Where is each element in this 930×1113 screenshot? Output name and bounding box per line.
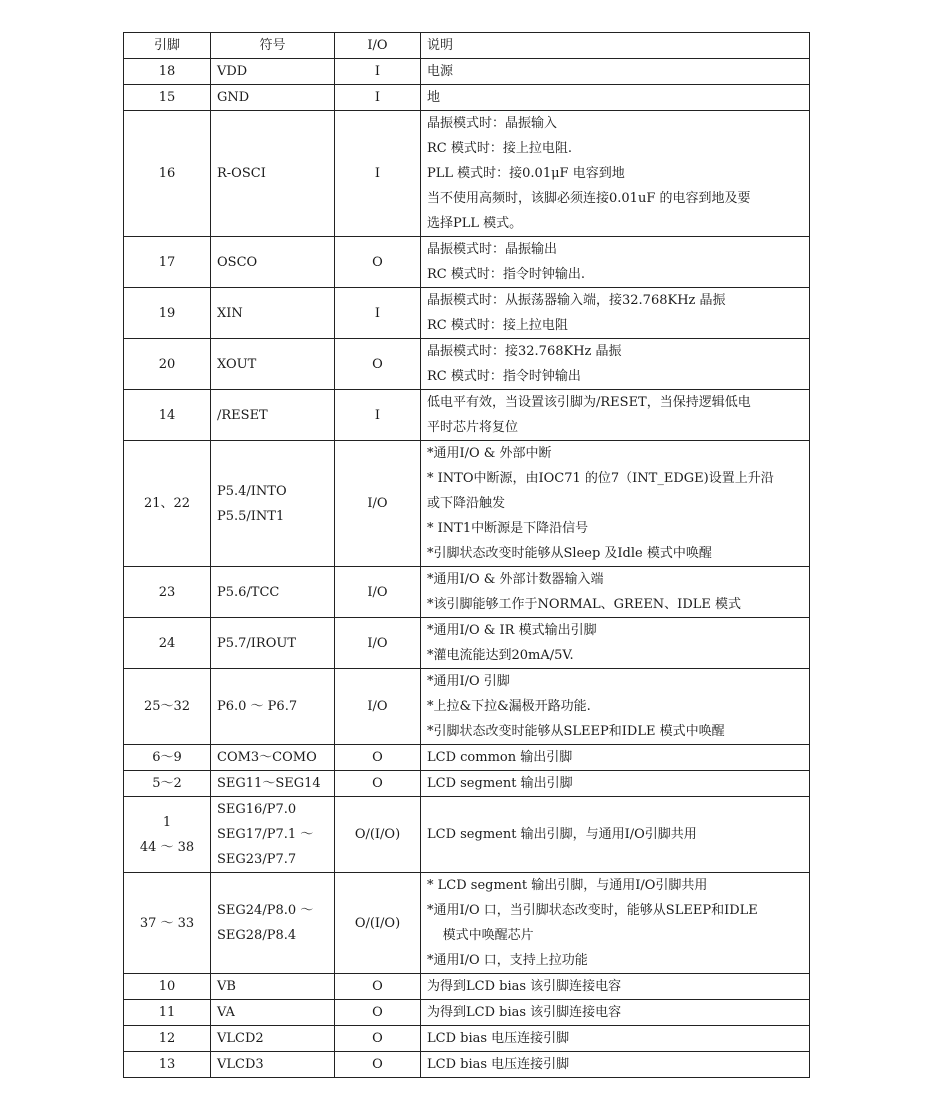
pin-number-cell-line: 11 [158,1005,176,1020]
pin-number-cell-line: 15 [158,90,176,105]
pin-number-cell-line: 13 [158,1057,176,1072]
table-row [124,339,810,390]
table-row [124,441,810,567]
header-io: I/O [335,33,421,59]
header-symbol: 符号 [211,33,335,59]
symbol-cell [211,59,335,85]
pin-number-cell [124,288,211,339]
pin-number-cell [124,974,211,1000]
description-cell [421,339,810,390]
description-cell-line: *通用I/O 引脚 [427,674,510,689]
header-description: 说明 [421,33,810,59]
table-row [124,618,810,669]
symbol-cell-line: VDD [217,64,248,79]
description-cell-line: 为得到LCD bias 该引脚连接电容 [427,979,622,994]
pin-number-cell-line: 12 [158,1031,176,1046]
description-cell-line: 晶振模式时：从振荡器输入端，接32.768KHz 晶振 [427,293,726,308]
description-cell [421,441,810,567]
table-row [124,59,810,85]
symbol-cell-line: GND [217,90,250,105]
description-cell-line: *上拉&下拉&漏极开路功能. [427,699,591,714]
symbol-cell-line: P5.5/INT1 [217,508,285,524]
table-row [124,974,810,1000]
io-type-cell: O [335,339,421,390]
pin-number-cell [124,85,211,111]
symbol-cell [211,745,335,771]
description-cell-line: *引脚状态改变时能够从SLEEP和IDLE 模式中唤醒 [427,724,725,739]
symbol-cell-line: XOUT [217,356,257,372]
description-cell-line: PLL 模式时：接0.01μF 电容到地 [427,166,625,181]
symbol-cell-line: SEG28/P8.4 [217,928,297,943]
description-cell-line: 为得到LCD bias 该引脚连接电容 [427,1005,622,1020]
symbol-cell [211,237,335,288]
description-cell [421,567,810,618]
table-header-row [124,33,810,59]
description-cell [421,1026,810,1052]
description-cell-line: 当不使用高频时，该脚必须连接0.01uF 的电容到地及要 [427,191,751,206]
symbol-cell [211,974,335,1000]
io-type-cell: O [335,1000,421,1026]
symbol-cell [211,85,335,111]
io-type-cell: I [335,59,421,85]
symbol-cell-line: P6.0 ～ P6.7 [217,699,298,714]
table-row [124,1026,810,1052]
symbol-cell [211,288,335,339]
pin-number-cell-line: 24 [158,635,176,651]
symbol-cell [211,390,335,441]
description-cell [421,873,810,974]
pin-number-cell [124,873,211,974]
description-cell-line: RC 模式时：接上拉电阻. [427,141,572,156]
io-type-cell: I [335,390,421,441]
pin-number-cell [124,59,211,85]
table-row [124,390,810,441]
io-type-cell: I/O [335,567,421,618]
table-row [124,745,810,771]
io-type-cell: O [335,1052,421,1078]
description-cell-line: 电源 [427,64,454,79]
symbol-cell-line: SEG16/P7.0 [217,802,297,817]
description-cell-line: LCD bias 电压连接引脚 [427,1031,570,1046]
description-cell [421,771,810,797]
pin-number-cell-line: 10 [158,979,176,994]
table-row [124,669,810,745]
description-cell [421,390,810,441]
io-type-cell: I/O [335,618,421,669]
symbol-cell [211,111,335,237]
symbol-cell-line: SEG11～SEG14 [217,776,321,791]
description-cell-line: 低电平有效，当设置该引脚为/RESET，当保持逻辑低电 [427,395,751,410]
symbol-cell-line: SEG24/P8.0 ～ [217,903,314,918]
table-row [124,873,810,974]
description-cell-line: 或下降沿触发 [427,496,506,511]
io-type-cell: I/O [335,441,421,567]
symbol-cell-line: COM3～COMO [217,750,317,765]
description-cell-line: * INT1中断源是下降沿信号 [427,521,589,536]
description-cell-line: *引脚状态改变时能够从Sleep 及Idle 模式中唤醒 [427,546,712,561]
symbol-cell [211,797,335,873]
io-type-cell: I [335,288,421,339]
pin-number-cell [124,339,211,390]
io-type-cell: I [335,111,421,237]
pin-number-cell-line: 5～2 [152,776,182,791]
description-cell-line: LCD common 输出引脚 [427,750,573,765]
io-type-cell: O [335,237,421,288]
symbol-cell [211,618,335,669]
description-cell [421,797,810,873]
pin-number-cell-line: 20 [158,356,176,372]
symbol-cell-line: SEG23/P7.7 [217,852,297,867]
io-type-cell: O/(I/O) [335,873,421,974]
symbol-cell-line: XIN [217,305,243,321]
description-cell-line: 模式中唤醒芯片 [442,928,534,943]
description-cell-line: *该引脚能够工作于NORMAL、GREEN、IDLE 模式 [427,597,741,612]
symbol-cell [211,441,335,567]
pin-number-cell [124,441,211,567]
symbol-cell-line: VA [217,1005,235,1020]
io-type-cell: O/(I/O) [335,797,421,873]
pin-number-cell-line: 19 [158,305,176,321]
description-cell [421,85,810,111]
pin-number-cell [124,111,211,237]
pin-number-cell [124,797,211,873]
symbol-cell-line: OSCO [217,254,258,270]
io-type-cell: I [335,85,421,111]
table-row [124,797,810,873]
pin-number-cell [124,745,211,771]
symbol-cell-line: P5.6/TCC [217,584,280,600]
description-cell [421,237,810,288]
pin-number-cell [124,390,211,441]
description-cell-line: 晶振模式时：晶振输出 [427,242,558,257]
symbol-cell [211,771,335,797]
pin-number-cell-line: 17 [158,254,176,270]
io-type-cell: I/O [335,669,421,745]
symbol-cell-line: VLCD3 [217,1057,264,1072]
io-type-cell: O [335,745,421,771]
description-cell-line: RC 模式时：指令时钟输出. [427,267,585,282]
description-cell-line: RC 模式时：接上拉电阻 [427,318,568,333]
description-cell-line: * INTO中断源，由IOC71 的位7（INT_EDGE)设置上升沿 [427,471,774,486]
description-cell-line: RC 模式时：指令时钟输出 [427,369,581,384]
table-row [124,1052,810,1078]
table-row [124,1000,810,1026]
io-type-cell: O [335,771,421,797]
description-cell-line: 地 [427,90,441,105]
pin-number-cell [124,567,211,618]
io-type-cell: O [335,974,421,1000]
pin-number-cell-line: 1 [162,814,172,830]
pin-number-cell-line: 37 ～ 33 [139,915,195,931]
description-cell-line: *灌电流能达到20mA/5V. [427,648,574,663]
pin-number-cell-line: 21、22 [143,496,191,511]
symbol-cell [211,1000,335,1026]
description-cell-line: 晶振模式时：晶振输入 [427,116,558,131]
description-cell-line: *通用I/O 口，支持上拉功能 [427,953,588,968]
pin-number-cell [124,1052,211,1078]
description-cell [421,974,810,1000]
pin-number-cell-line: 6～9 [152,750,182,765]
description-cell [421,288,810,339]
table-row [124,237,810,288]
description-cell [421,1000,810,1026]
pin-number-cell [124,237,211,288]
symbol-cell [211,567,335,618]
description-cell-line: *通用I/O & IR 模式输出引脚 [427,623,597,638]
symbol-cell [211,1052,335,1078]
table-row [124,85,810,111]
symbol-cell-line: P5.7/IROUT [217,635,297,651]
description-cell [421,111,810,237]
description-cell [421,669,810,745]
pin-number-cell-line: 14 [158,407,176,423]
symbol-cell [211,873,335,974]
symbol-cell [211,339,335,390]
description-cell-line: 晶振模式时：接32.768KHz 晶振 [427,344,622,359]
description-cell [421,618,810,669]
pin-number-cell [124,618,211,669]
symbol-cell-line: SEG17/P7.1 ～ [217,827,314,842]
pin-number-cell-line: 44 ～ 38 [139,839,195,855]
symbol-cell [211,669,335,745]
io-type-cell: O [335,1026,421,1052]
symbol-cell [211,1026,335,1052]
table-row [124,111,810,237]
description-cell [421,1052,810,1078]
pin-number-cell [124,1000,211,1026]
pin-number-cell [124,771,211,797]
pin-number-cell-line: 25～32 [143,699,191,714]
table-row [124,567,810,618]
symbol-cell-line: VB [217,979,236,994]
pin-number-cell-line: 16 [158,166,176,181]
symbol-cell-line: R-OSCI [217,166,266,181]
pin-number-cell [124,669,211,745]
pin-description-table [123,32,810,1078]
pin-number-cell-line: 18 [158,64,176,79]
description-cell-line: 平时芯片将复位 [427,420,519,435]
description-cell-line: *通用I/O 口，当引脚状态改变时，能够从SLEEP和IDLE [427,903,758,918]
description-cell-line: LCD bias 电压连接引脚 [427,1057,570,1072]
description-cell-line: 选择PLL 模式。 [427,216,523,231]
table-row [124,771,810,797]
symbol-cell-line: P5.4/INTO [217,483,287,499]
description-cell-line: LCD segment 输出引脚 [427,776,573,791]
table-row [124,288,810,339]
pin-number-cell [124,1026,211,1052]
description-cell [421,59,810,85]
header-pin: 引脚 [124,33,211,59]
symbol-cell-line: /RESET [217,407,268,423]
description-cell-line: * LCD segment 输出引脚，与通用I/O引脚共用 [427,878,708,893]
description-cell-line: *通用I/O & 外部计数器输入端 [427,572,604,587]
description-cell [421,745,810,771]
pin-number-cell-line: 23 [158,584,176,600]
description-cell-line: *通用I/O & 外部中断 [427,446,552,461]
description-cell-line: LCD segment 输出引脚，与通用I/O引脚共用 [427,827,697,842]
symbol-cell-line: VLCD2 [217,1031,264,1046]
